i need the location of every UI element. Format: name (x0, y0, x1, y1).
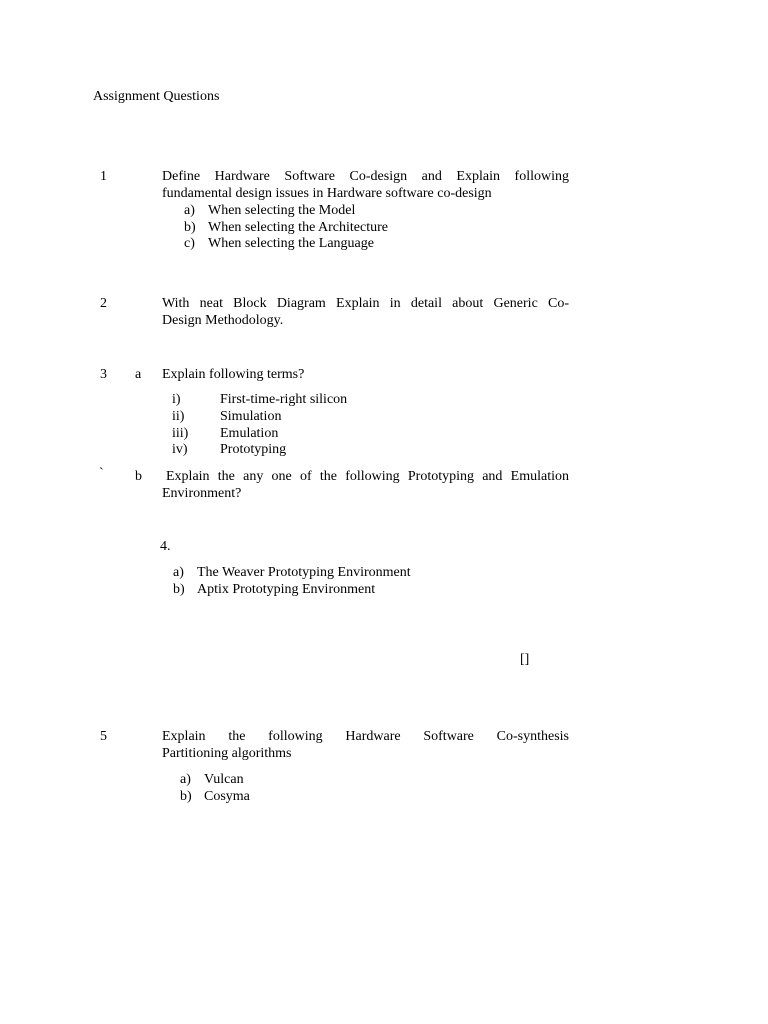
question-text-line: fundamental design issues in Hardware software co-design (162, 186, 492, 201)
question-text-line: Define Hardware Software Co-design and Explain following (162, 169, 569, 184)
list-marker: i) (172, 392, 181, 407)
list-marker: ii) (172, 409, 185, 424)
list-marker: b) (184, 220, 196, 235)
list-item-text: When selecting the Language (208, 236, 374, 251)
part-label: b (135, 469, 142, 484)
list-item-text: Cosyma (204, 789, 250, 804)
list-item-text: Prototyping (220, 442, 287, 457)
list-item-text: Aptix Prototyping Environment (197, 582, 376, 597)
question-number: 5 (100, 729, 107, 744)
question-text-line: Explain the any one of the following Prototyping and Emulation (166, 469, 569, 484)
list-marker: a) (180, 772, 191, 787)
page-title: Assignment Questions (93, 89, 220, 104)
stray-mark: ` (99, 466, 104, 481)
question-text-line: Explain the following Hardware Software Co-synthesis (162, 729, 569, 744)
list-marker: c) (184, 236, 195, 251)
list-marker: iv) (172, 442, 188, 457)
list-marker: iii) (172, 426, 189, 441)
question-text-line: Partitioning algorithms (162, 746, 292, 761)
question-number: 1 (100, 169, 107, 184)
list-marker: b) (173, 582, 185, 597)
question-text-line: Design Methodology. (162, 313, 284, 328)
empty-brackets: [] (520, 652, 530, 667)
part-label: a (135, 367, 142, 382)
question-number: 2 (100, 296, 107, 311)
list-item-text: Simulation (220, 409, 282, 424)
list-marker: b) (180, 789, 192, 804)
list-marker: a) (184, 203, 195, 218)
list-item-text: When selecting the Architecture (208, 220, 388, 235)
list-item-text: Vulcan (204, 772, 244, 787)
question-text-line: With neat Block Diagram Explain in detail about Generic Co- (162, 296, 569, 311)
question-text-line: Environment? (162, 486, 242, 501)
question-number: 3 (100, 367, 107, 382)
list-item-text: Emulation (220, 426, 279, 441)
question-number: 4. (160, 539, 171, 554)
list-item-text: When selecting the Model (208, 203, 356, 218)
list-item-text: First-time-right silicon (220, 392, 348, 407)
question-text-line: Explain following terms? (162, 367, 305, 382)
list-marker: a) (173, 565, 184, 580)
list-item-text: The Weaver Prototyping Environment (197, 565, 411, 580)
